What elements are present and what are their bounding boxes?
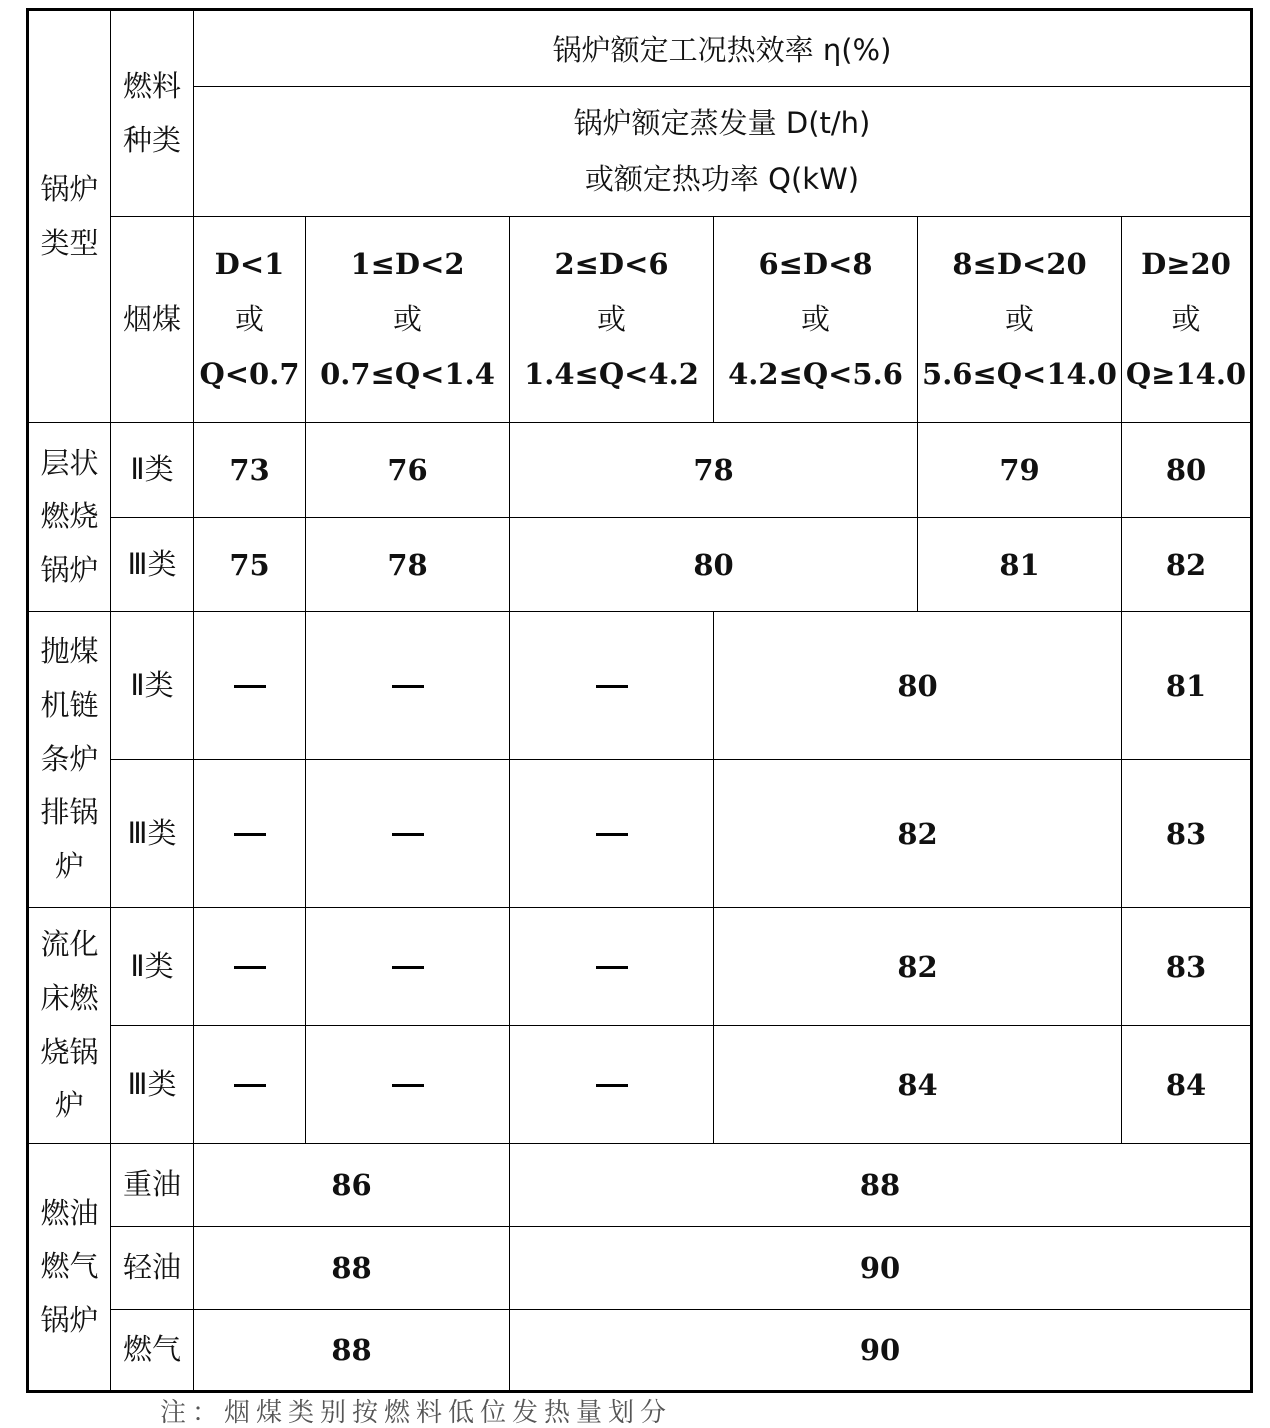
group-fluidized: 流化 床燃 烧锅 炉 <box>28 908 111 1144</box>
value-cell: 78 <box>306 518 510 612</box>
na-cell <box>510 1026 714 1144</box>
na-cell <box>194 1026 306 1144</box>
value-cell: 81 <box>1122 612 1252 760</box>
dash-mark <box>392 685 424 688</box>
efficiency-title: 锅炉额定工况热效率 η(%) <box>194 10 1252 87</box>
boiler-type-header: 锅炉 类型 <box>28 10 111 423</box>
value-cell: 79 <box>918 423 1122 518</box>
range-col-3: 2≤D<6 或 1.4≤Q<4.2 <box>510 217 714 423</box>
na-cell <box>510 612 714 760</box>
na-cell <box>306 1026 510 1144</box>
value-cell: 83 <box>1122 908 1252 1026</box>
dash-mark <box>234 685 266 688</box>
fuel-class: 轻油 <box>111 1227 194 1310</box>
coal-label: 烟煤 <box>111 217 194 423</box>
range-col-6: D≥20 或 Q≥14.0 <box>1122 217 1252 423</box>
table-row <box>28 518 1252 612</box>
dash-mark <box>596 685 628 688</box>
na-cell <box>510 760 714 908</box>
fuel-class: Ⅲ类 <box>111 760 194 908</box>
range-col-2: 1≤D<2 或 0.7≤Q<1.4 <box>306 217 510 423</box>
value-cell: 82 <box>714 908 1122 1026</box>
value-cell: 83 <box>1122 760 1252 908</box>
value-cell: 81 <box>918 518 1122 612</box>
table-row <box>28 1310 1252 1392</box>
table-row <box>28 612 1252 760</box>
value-cell: 80 <box>1122 423 1252 518</box>
footnote-cut-off: 注：烟煤类别按燃料低位发热量划分 <box>160 1398 673 1428</box>
group-chain: 抛煤 机链 条炉 排锅 炉 <box>28 612 111 908</box>
na-cell <box>306 612 510 760</box>
dash-mark <box>392 966 424 969</box>
na-cell <box>194 760 306 908</box>
na-cell <box>194 908 306 1026</box>
na-cell <box>306 908 510 1026</box>
range-col-5: 8≤D<20 或 5.6≤Q<14.0 <box>918 217 1122 423</box>
value-cell: 84 <box>1122 1026 1252 1144</box>
value-cell: 84 <box>714 1026 1122 1144</box>
value-cell: 88 <box>194 1227 510 1310</box>
dash-mark <box>234 1084 266 1087</box>
value-cell: 90 <box>510 1310 1252 1392</box>
fuel-class: Ⅱ类 <box>111 423 194 518</box>
value-cell: 76 <box>306 423 510 518</box>
dash-mark <box>234 966 266 969</box>
dash-mark <box>392 1084 424 1087</box>
fuel-class: Ⅱ类 <box>111 908 194 1026</box>
value-cell: 78 <box>510 423 918 518</box>
dash-mark <box>596 966 628 969</box>
value-cell: 82 <box>714 760 1122 908</box>
dash-mark <box>596 833 628 836</box>
table-row <box>28 423 1252 518</box>
value-cell: 80 <box>714 612 1122 760</box>
range-col-1: D<1 或 Q<0.7 <box>194 217 306 423</box>
fuel-class: 重油 <box>111 1144 194 1227</box>
table-row <box>28 908 1252 1026</box>
range-col-4: 6≤D<8 或 4.2≤Q<5.6 <box>714 217 918 423</box>
fuel-class: Ⅲ类 <box>111 1026 194 1144</box>
table-row <box>28 1026 1252 1144</box>
group-oil-gas: 燃油 燃气 锅炉 <box>28 1144 111 1392</box>
value-cell: 75 <box>194 518 306 612</box>
value-cell: 82 <box>1122 518 1252 612</box>
fuel-class: Ⅱ类 <box>111 612 194 760</box>
na-cell <box>194 612 306 760</box>
capacity-header: 锅炉额定蒸发量 D(t/h) 或额定热功率 Q(kW) <box>194 87 1252 217</box>
fuel-class: Ⅲ类 <box>111 518 194 612</box>
value-cell: 73 <box>194 423 306 518</box>
table-row <box>28 1227 1252 1310</box>
group-layered: 层状 燃烧 锅炉 <box>28 423 111 612</box>
dash-mark <box>392 833 424 836</box>
table-row <box>28 1144 1252 1227</box>
value-cell: 90 <box>510 1227 1252 1310</box>
na-cell <box>306 760 510 908</box>
boiler-efficiency-table <box>26 8 1253 1393</box>
value-cell: 88 <box>194 1310 510 1392</box>
dash-mark <box>596 1084 628 1087</box>
dash-mark <box>234 833 266 836</box>
value-cell: 80 <box>510 518 918 612</box>
value-cell: 86 <box>194 1144 510 1227</box>
fuel-type-header: 燃料 种类 <box>111 10 194 217</box>
value-cell: 88 <box>510 1144 1252 1227</box>
fuel-class: 燃气 <box>111 1310 194 1392</box>
table-row <box>28 760 1252 908</box>
na-cell <box>510 908 714 1026</box>
